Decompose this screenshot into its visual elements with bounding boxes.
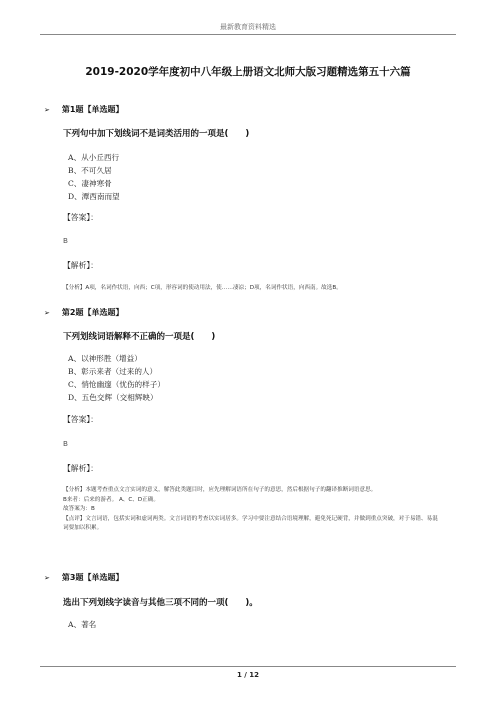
analysis-line: B来者：后来的游者。 A、C、D正确。 — [63, 496, 159, 503]
arrow-bullet-icon: ➢ — [44, 573, 50, 582]
question-2-text: 下列划线词语解释不正确的一项是( ) — [63, 332, 216, 342]
question-1-answer: B — [63, 236, 68, 245]
question-1-option-b: B、不可久居 — [68, 166, 112, 175]
question-2-option-d: D、五色交辉（交相辉映） — [68, 393, 158, 402]
question-3-option-a: A、著名 — [68, 620, 97, 629]
question-1-option-d: D、潭西南而望 — [68, 192, 120, 201]
analysis-line: 故答案为：B — [63, 506, 95, 512]
analysis-line: 【分析】本题考查重点文言实词的意义，解答此类题目时，应先理解词语所在句子的意思，然后根据句子的翻译推断词语意思。 — [63, 487, 377, 493]
question-1-option-a: A、从小丘西行 — [68, 153, 120, 162]
analysis-line: 【分析】A项，名词作状语，向西；C项，形容词的使动用法，使……凄凉；D项，名词作状语，向西南。故选B。 — [63, 285, 342, 291]
question-2-analysis — [63, 486, 443, 534]
question-1-analysis — [63, 284, 443, 294]
question-1-heading-text: 第1题【单选题】 — [61, 105, 124, 114]
arrow-bullet-icon: ➢ — [44, 105, 50, 114]
header-rule — [40, 34, 456, 35]
question-2-answer: B — [63, 439, 68, 448]
question-2-analysis-label: 【解析】： — [63, 464, 99, 473]
analysis-line: 【点评】文言词语，包括实词和虚词两类。文言词语的考查以实词居多。学习中要注意结合语境理解，避免死记硬背，并做到重点突破，对于易错、易混词要加以积累。 — [63, 515, 438, 531]
footer-rule — [40, 666, 456, 667]
page-header: 最新教育资料精选 — [220, 23, 276, 31]
question-2-answer-label: 【答案】： — [63, 415, 99, 424]
question-1-answer-label: 【答案】： — [63, 213, 99, 222]
document-title: 2019-2020学年度初中八年级上册语文北师大版习题精选第五十六篇 — [85, 66, 411, 78]
page-number: 1 / 12 — [236, 671, 260, 679]
question-2-option-b: B、彰示来者（过来的人） — [68, 367, 158, 376]
question-2-heading — [44, 307, 123, 318]
question-2-option-c: C、悄怆幽邃（忧伤的样子） — [68, 380, 165, 389]
question-1-text: 下列句中加下划线词不是词类活用的一项是( ) — [63, 129, 250, 139]
question-3-text: 选出下列划线字读音与其他三项不同的一项( )。 — [63, 598, 258, 608]
question-3-heading-text: 第3题【单选题】 — [61, 573, 124, 582]
question-1-analysis-label: 【解析】： — [63, 261, 99, 270]
question-1-option-c: C、凄神寒骨 — [68, 179, 112, 188]
question-2-heading-text: 第2题【单选题】 — [61, 308, 124, 317]
question-1-heading — [44, 104, 123, 115]
question-3-heading — [44, 572, 123, 583]
arrow-bullet-icon: ➢ — [44, 308, 50, 317]
question-2-option-a: A、以神形胜（增益） — [68, 354, 142, 363]
